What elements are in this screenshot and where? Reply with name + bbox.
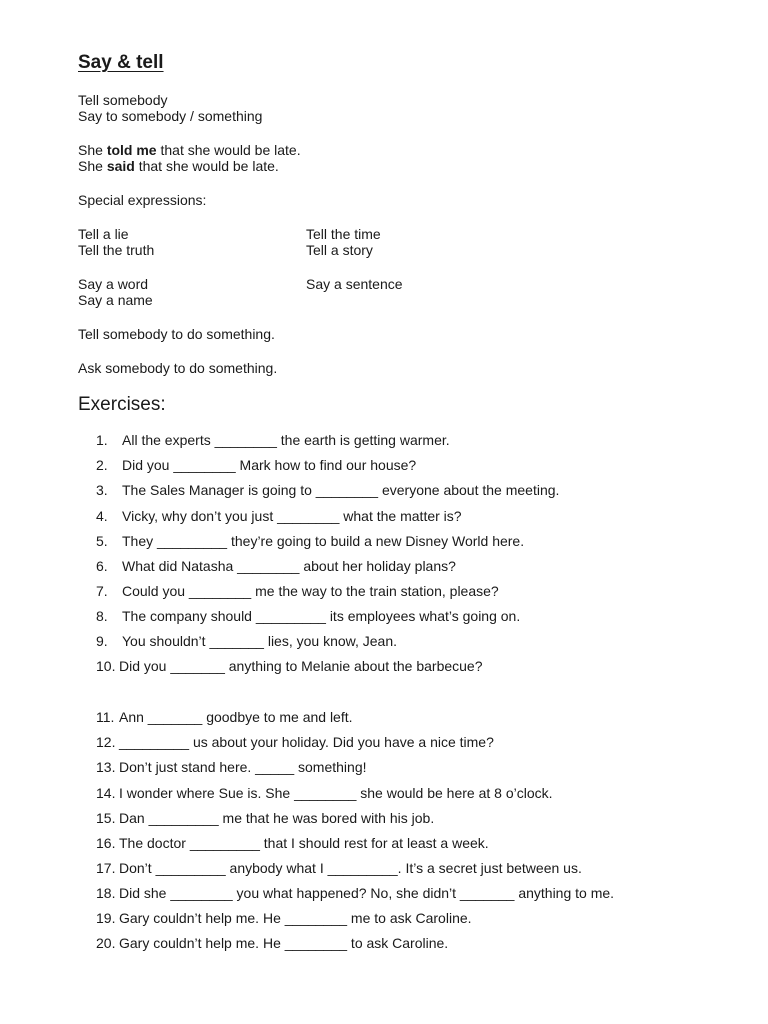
exercise-text: Gary couldn’t help me. He ________ to ask Caroline.	[119, 935, 449, 951]
exercise-item	[96, 885, 614, 902]
exercise-item	[96, 432, 450, 449]
example-told-me	[78, 142, 301, 159]
exercise-number: 20.	[96, 935, 116, 951]
page-title: Say & tell	[78, 52, 164, 73]
exercise-item	[96, 734, 494, 751]
exercise-item	[96, 482, 559, 499]
exercise-number: 16.	[96, 835, 116, 851]
example-said-post: that she would be late.	[134, 158, 279, 174]
exercise-number: 18.	[96, 885, 116, 901]
expression-tell-lie: Tell a lie	[78, 226, 129, 242]
example-said-pre: She	[78, 158, 107, 174]
exercise-item	[96, 935, 448, 952]
exercise-text: Did she ________ you what happened? No, she didn’t _______ anything to me.	[119, 885, 615, 901]
intro-say-to-somebody: Say to somebody / something	[78, 108, 263, 124]
exercise-item	[96, 558, 456, 575]
exercise-item	[96, 508, 462, 525]
expression-tell-story: Tell a story	[306, 242, 373, 258]
exercise-item	[96, 608, 520, 625]
exercise-text: What did Natasha ________ about her holiday plans?	[122, 558, 456, 574]
exercise-number: 19.	[96, 910, 116, 926]
expression-say-name: Say a name	[78, 292, 153, 308]
exercise-number: 11.	[96, 709, 115, 725]
exercise-text: They _________ they’re going to build a new Disney World here.	[122, 533, 525, 549]
exercise-number: 5.	[96, 533, 108, 549]
exercise-number: 10.	[96, 658, 116, 674]
exercise-number: 7.	[96, 583, 108, 599]
exercise-number: 6.	[96, 558, 108, 574]
exercise-number: 15.	[96, 810, 116, 826]
exercise-text: Dan _________ me that he was bored with his job.	[119, 810, 435, 826]
example-told-post: that she would be late.	[156, 142, 301, 158]
exercises-heading: Exercises:	[78, 394, 166, 415]
exercise-text: Did you _______ anything to Melanie about the barbecue?	[119, 658, 483, 674]
exercise-number: 14.	[96, 785, 116, 801]
expression-say-word: Say a word	[78, 276, 149, 292]
exercise-item	[96, 709, 353, 726]
exercise-number: 3.	[96, 482, 108, 498]
exercise-item	[96, 810, 434, 827]
expression-tell-truth: Tell the truth	[78, 242, 155, 258]
exercise-text: The Sales Manager is going to ________ everyone about the meeting.	[122, 482, 560, 498]
exercise-text: Ann _______ goodbye to me and left.	[119, 709, 353, 725]
exercise-item	[96, 860, 582, 877]
exercise-item	[96, 533, 524, 550]
exercise-text: I wonder where Sue is. She ________ she would be here at 8 o’clock.	[119, 785, 553, 801]
exercise-number: 9.	[96, 633, 108, 649]
exercise-number: 1.	[96, 432, 108, 448]
exercise-text: Vicky, why don’t you just ________ what the matter is?	[122, 508, 462, 524]
exercise-number: 8.	[96, 608, 108, 624]
exercise-item	[96, 835, 489, 852]
exercise-number: 12.	[96, 734, 116, 750]
exercise-item	[96, 759, 367, 776]
exercise-text: All the experts ________ the earth is getting warmer.	[122, 432, 450, 448]
exercise-item	[96, 633, 397, 650]
special-expressions-label: Special expressions:	[78, 192, 207, 208]
exercise-text: The company should _________ its employees what’s going on.	[122, 608, 521, 624]
expression-tell-time: Tell the time	[306, 226, 381, 242]
exercise-text: Gary couldn’t help me. He ________ me to ask Caroline.	[119, 910, 472, 926]
exercise-number: 2.	[96, 457, 108, 473]
exercise-item	[96, 910, 472, 927]
exercise-text: The doctor _________ that I should rest for at least a week.	[119, 835, 489, 851]
rule-tell-to-do: Tell somebody to do something.	[78, 326, 275, 342]
expression-say-sentence: Say a sentence	[306, 276, 403, 292]
example-said-bold: said	[106, 158, 135, 174]
example-told-bold: told me	[106, 142, 157, 158]
exercise-number: 4.	[96, 508, 108, 524]
exercise-item	[96, 785, 553, 802]
intro-tell-somebody: Tell somebody	[78, 92, 168, 108]
exercise-text: Could you ________ me the way to the train station, please?	[122, 583, 499, 599]
exercise-text: Don’t just stand here. _____ something!	[119, 759, 367, 775]
rule-ask-to-do: Ask somebody to do something.	[78, 360, 278, 376]
example-said	[78, 158, 279, 175]
exercise-text: Don’t _________ anybody what I _________. It’s a secret just between us.	[119, 860, 582, 876]
exercise-number: 13.	[96, 759, 116, 775]
exercise-text: Did you ________ Mark how to find our house?	[122, 457, 417, 473]
example-told-pre: She	[78, 142, 107, 158]
exercise-item	[96, 457, 416, 474]
exercise-number: 17.	[96, 860, 116, 876]
exercise-item	[96, 583, 499, 600]
exercise-text: You shouldn’t _______ lies, you know, Jean.	[122, 633, 398, 649]
exercise-item	[96, 658, 483, 675]
exercise-text: _________ us about your holiday. Did you have a nice time?	[119, 734, 494, 750]
